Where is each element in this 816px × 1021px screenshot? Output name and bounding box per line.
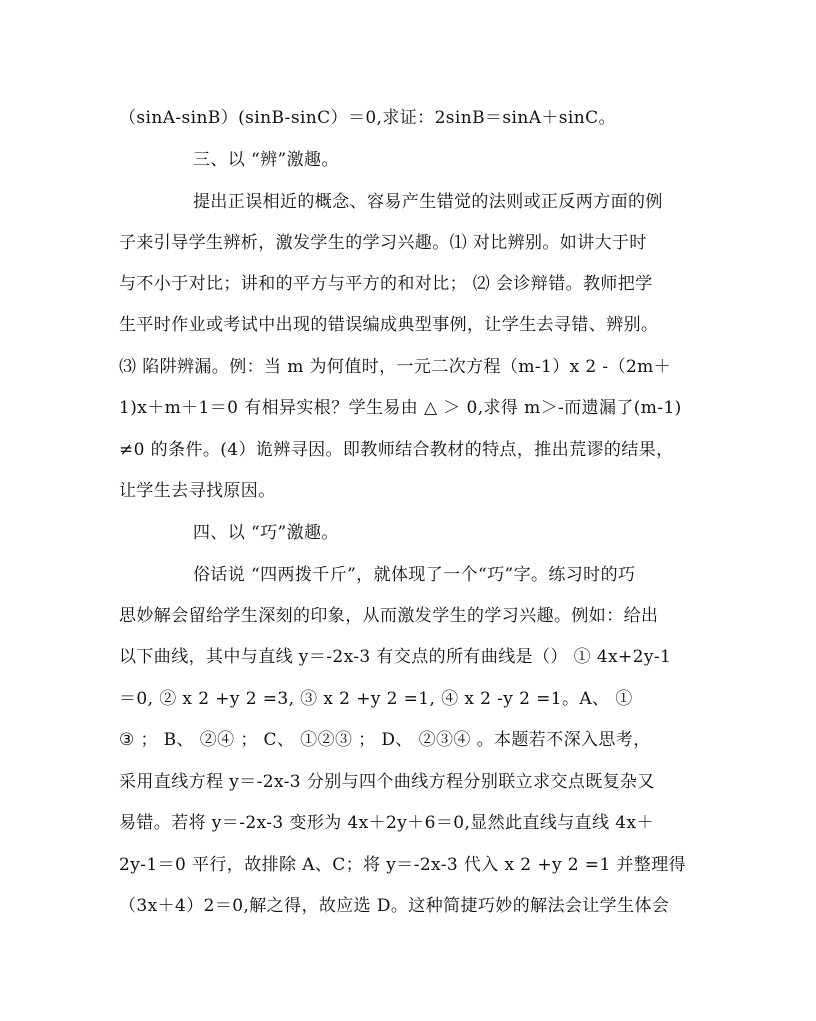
text-line: ⑶ 陷阱辨漏。例：当 m 为何值时，一元二次方程（m-1）x 2 -（2m＋	[119, 357, 672, 377]
text-line: 与不小于对比；讲和的平方与平方的和对比； ⑵ 会诊辩错。教师把学	[119, 274, 653, 294]
text-line: 易错。若将 y＝-2x-3 变形为 4x＋2y＋6＝0,显然此直线与直线 4x＋	[119, 813, 654, 833]
text-line: （sinA-sinB）(sinB-sinC）＝0,求证：2sinB＝sinA＋sinC。	[119, 108, 616, 128]
section-heading-3: 三、以 “辨”激趣。	[193, 150, 339, 170]
text-line: ③ ； B、 ②④ ； C、 ①②③ ； D、 ②③④ 。本题若不深入思考，	[119, 730, 651, 750]
text-line: 2y-1＝0 平行，故排除 A、C；将 y＝-2x-3 代入 x 2 +y 2 =1 并整理得	[119, 855, 687, 875]
text-line: 让学生去寻找原因。	[119, 481, 276, 501]
text-line: 俗话说 “四两拨千斤”，就体现了一个“巧”字。练习时的巧	[193, 565, 636, 585]
text-line: ≠0 的条件。(4）诡辨寻因。即教师结合教材的特点，推出荒谬的结果，	[119, 440, 674, 460]
text-line: 采用直线方程 y＝-2x-3 分别与四个曲线方程分别联立求交点既复杂又	[119, 772, 655, 792]
text-line: 思妙解会留给学生深刻的印象，从而激发学生的学习兴趣。例如：给出	[119, 606, 659, 626]
text-line: 以下曲线，其中与直线 y＝-2x-3 有交点的所有曲线是（） ① 4x+2y-1	[119, 647, 672, 667]
text-line: ＝0, ② x 2 +y 2 =3, ③ x 2 +y 2 =1, ④ x 2 -y 2 =1。A、 ①	[119, 689, 633, 709]
text-line: 1)x＋m＋1＝0 有相异实根？学生易由 △ ＞ 0,求得 m＞-而遗漏了(m-1)	[119, 398, 682, 418]
section-heading-4: 四、以 “巧”激趣。	[193, 523, 339, 543]
text-line: 生平时作业或考试中出现的错误编成典型事例，让学生去寻错、辨别。	[119, 315, 659, 335]
text-line: 子来引导学生辨析，激发学生的学习兴趣。⑴ 对比辨别。如讲大于时	[119, 233, 647, 253]
text-line: 提出正误相近的概念、容易产生错觉的法则或正反两方面的例	[193, 192, 663, 212]
text-line: （3x＋4）2＝0,解之得，故应选 D。这种简捷巧妙的解法会让学生体会	[119, 896, 670, 916]
